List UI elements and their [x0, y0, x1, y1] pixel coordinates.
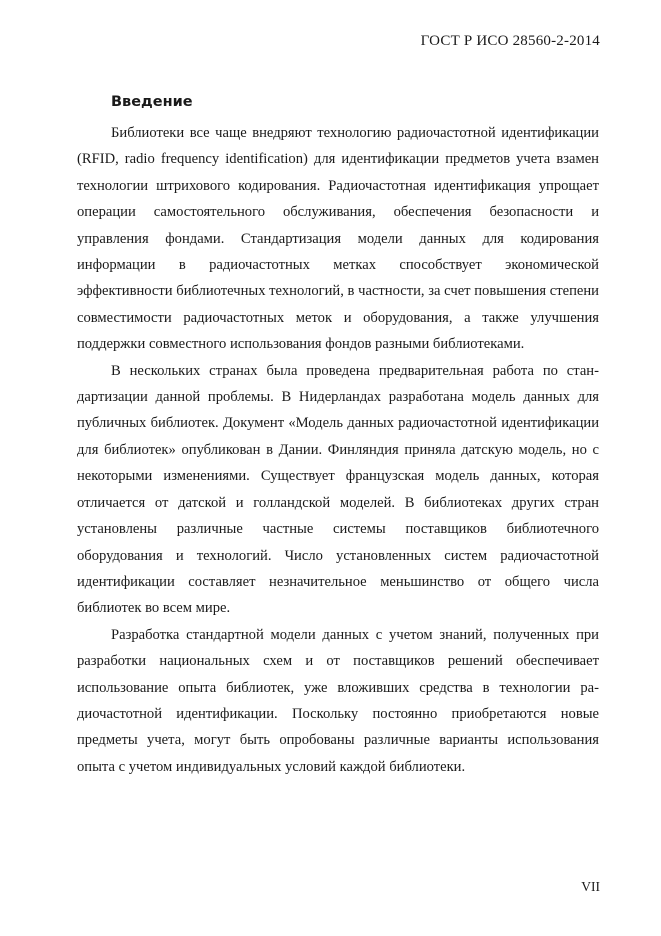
page-number: VII [581, 879, 600, 894]
paragraph-2: В нескольких странах была проведена предварительная работа по стандартизации данной проблемы. В Нидерландах разработана модель данных для публичных библиотек. Документ «Модель данных радиочастотной идентификации для библиотек» опубликован в Дании. Финляндия приняла датскую модель, но с некоторыми изменениями. Существует французская модель данных, которая отличается от датской и голландской моделей. В библиотеках других стран установлены различные частные системы поставщиков библиотечного оборудования и технологий. Число установленных систем радиочастотной идентификации составляет незначительное меньшинство от общего числа библиотек во всем мире. [77, 362, 599, 617]
document-code-header: ГОСТ Р ИСО 28560-2-2014 [420, 33, 600, 49]
paragraph-3: Разработка стандартной модели данных с учетом знаний, полученных при разработки национальных схем и от поставщиков решений обеспечивает использование опыта библиотек, уже вложивших средства в технологии радиочастотной идентификации. Поскольку постоянно приобретаются новые предметы учета, могут быть опробованы различные варианты использования опыта с учетом индивидуальных условий каждой библиотеки. [77, 626, 599, 775]
paragraph-1: Библиотеки все чаще внедряют технологию радиочастотной идентификации (RFID, radio frequency identification) для идентификации предметов учета взамен технологии штрихового кодирования. Радиочастотная идентификация упрощает операции самостоятельного обслуживания, обеспечения безопасности и управления фондами. Стандартизация модели данных для кодирования информации в радиочастотных метках способствует экономической эффективности библиотечных технологий, в частности, за счет повышения степени совместимости радиочастотных меток и оборудования, а также улучшения поддержки совместного использования фондов разными библиотеками. [77, 125, 599, 353]
introduction-section [77, 92, 599, 780]
section-title: Введение [111, 94, 193, 110]
